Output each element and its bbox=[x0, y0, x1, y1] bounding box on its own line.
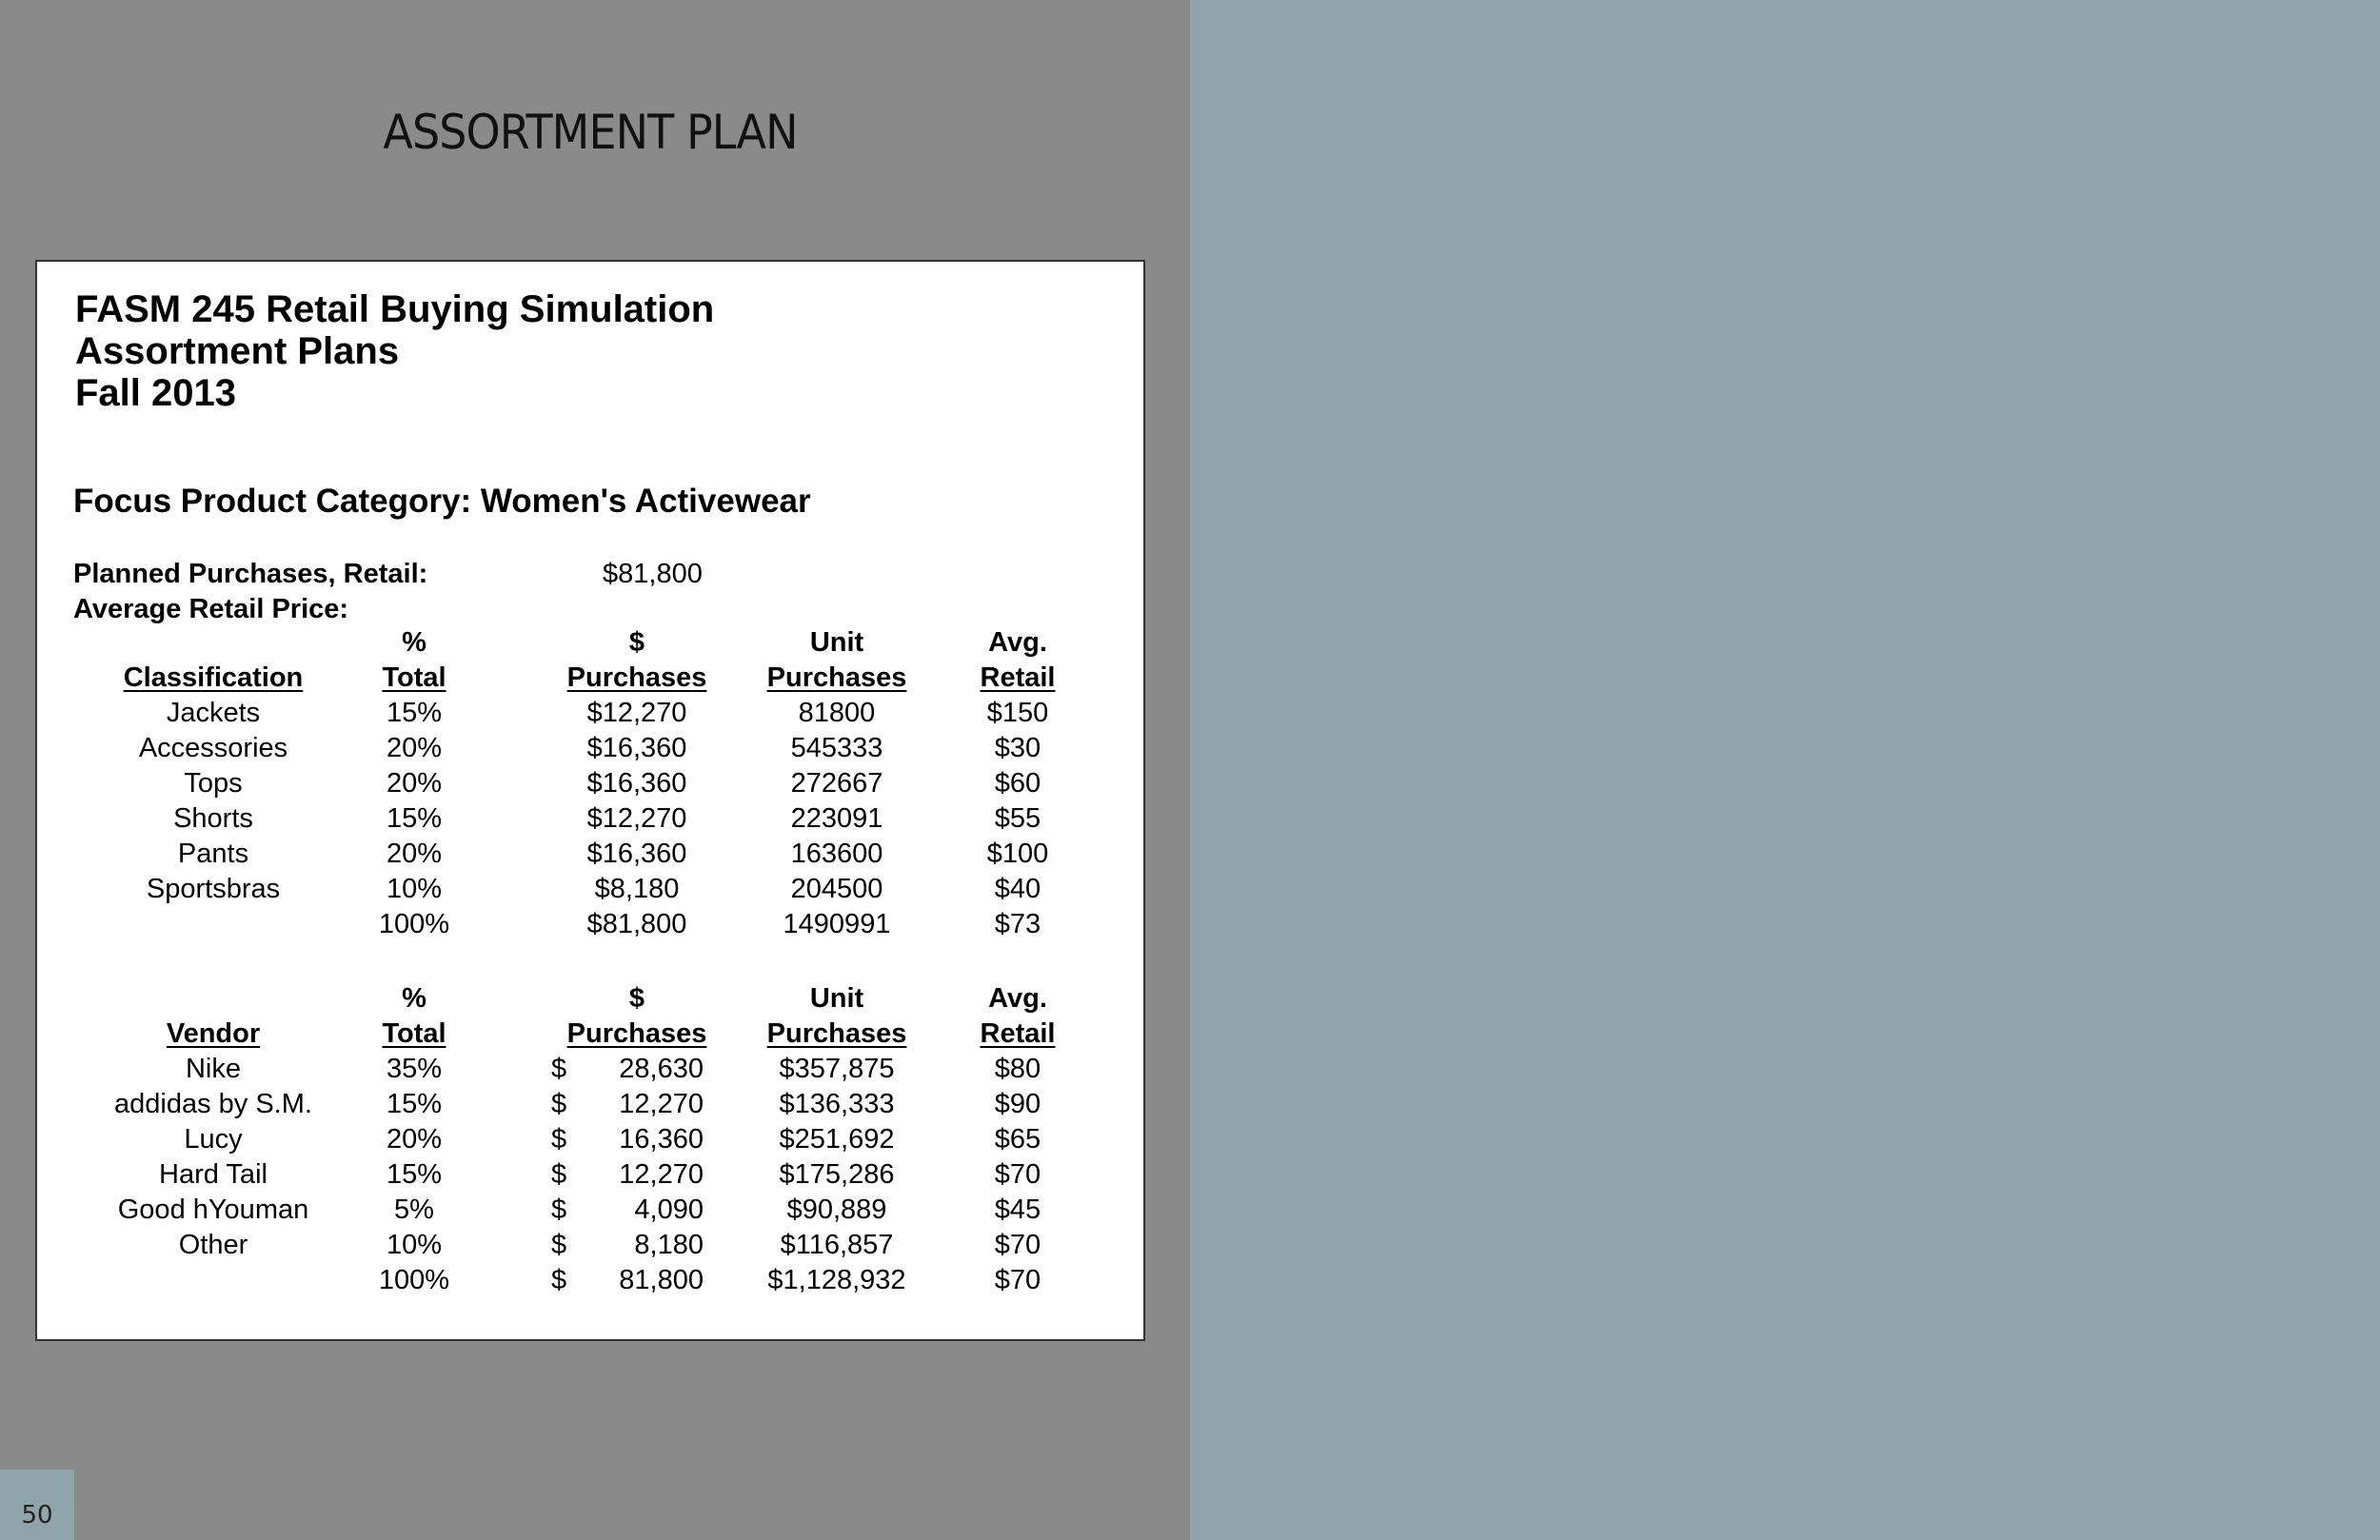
table-cell: 12,270 bbox=[619, 1159, 704, 1190]
table-cell: $175,286 bbox=[779, 1159, 895, 1190]
header-cell: Avg. bbox=[988, 983, 1047, 1014]
table-cell: $251,692 bbox=[779, 1124, 895, 1155]
table-cell: 20% bbox=[386, 768, 443, 799]
page-title: ASSORTMENT PLAN bbox=[383, 105, 798, 160]
table-cell: $12,270 bbox=[586, 803, 687, 834]
table-cell: $90 bbox=[994, 1089, 1041, 1119]
table-cell: Other bbox=[178, 1230, 248, 1260]
table-cell: $55 bbox=[994, 803, 1041, 834]
planned-purchases-value: $81,800 bbox=[603, 559, 703, 589]
table-cell: addidas by S.M. bbox=[114, 1089, 312, 1119]
table-cell: 28,630 bbox=[619, 1054, 704, 1084]
table-cell: 204500 bbox=[790, 874, 883, 904]
table-cell: Nike bbox=[185, 1054, 241, 1084]
page-number: 50 bbox=[0, 1470, 74, 1540]
header-cell: Retail bbox=[980, 1018, 1056, 1049]
planned-purchases-label: Planned Purchases, Retail: bbox=[73, 559, 428, 589]
table-cell: 20% bbox=[386, 1124, 443, 1155]
currency-sign: $ bbox=[551, 1159, 567, 1190]
table-cell: 15% bbox=[386, 1089, 443, 1119]
table-row bbox=[37, 1087, 1147, 1122]
table-cell: 163600 bbox=[790, 839, 883, 869]
header-cell: $ bbox=[628, 627, 645, 658]
header-cell: Retail bbox=[980, 662, 1056, 693]
table-cell: $40 bbox=[994, 874, 1041, 904]
table-cell: 8,180 bbox=[634, 1230, 704, 1260]
table-header-row bbox=[37, 981, 1147, 1017]
table-row bbox=[37, 696, 1147, 731]
table-cell: 81800 bbox=[798, 698, 876, 728]
table-cell: $45 bbox=[994, 1194, 1041, 1225]
currency-sign: $ bbox=[551, 1089, 567, 1119]
right-panel bbox=[1190, 0, 2380, 1540]
table-cell: 223091 bbox=[790, 803, 883, 834]
table-cell: 10% bbox=[386, 1230, 443, 1260]
table-cell: 15% bbox=[386, 803, 443, 834]
table-cell: Lucy bbox=[184, 1124, 243, 1155]
table-cell: 545333 bbox=[790, 733, 883, 763]
table-cell: $65 bbox=[994, 1124, 1041, 1155]
table-cell: $12,270 bbox=[586, 698, 687, 728]
table-cell: 15% bbox=[386, 698, 443, 728]
header-cell: Total bbox=[382, 1018, 446, 1049]
header-cell: Vendor bbox=[166, 1018, 261, 1049]
currency-sign: $ bbox=[551, 1230, 567, 1260]
average-retail-label: Average Retail Price: bbox=[73, 594, 349, 624]
sheet-title: FASM 245 Retail Buying Simulation bbox=[75, 288, 715, 330]
table-cell: $100 bbox=[986, 839, 1049, 869]
table-cell: Sportsbras bbox=[146, 874, 281, 904]
header-cell: $ bbox=[628, 983, 645, 1014]
header-cell: Avg. bbox=[988, 627, 1047, 658]
header-cell: Unit bbox=[809, 627, 864, 658]
table-row bbox=[37, 766, 1147, 801]
table-cell: $357,875 bbox=[779, 1054, 895, 1084]
table-cell: 12,270 bbox=[619, 1089, 704, 1119]
header-cell: % bbox=[402, 983, 426, 1014]
table-cell: 5% bbox=[394, 1194, 434, 1225]
table-cell: $16,360 bbox=[586, 839, 687, 869]
table-row bbox=[37, 872, 1147, 907]
table-cell: 272667 bbox=[790, 768, 883, 799]
table-cell: Jackets bbox=[166, 698, 261, 728]
table-cell: Pants bbox=[177, 839, 249, 869]
table-row bbox=[37, 1157, 1147, 1193]
header-cell: Total bbox=[382, 662, 446, 693]
table-row bbox=[37, 1052, 1147, 1087]
table-cell: $16,360 bbox=[586, 733, 687, 763]
table-cell: $8,180 bbox=[594, 874, 680, 904]
table-cell: $90,889 bbox=[786, 1194, 887, 1225]
currency-sign: $ bbox=[551, 1265, 567, 1295]
table-cell: Good hYouman bbox=[117, 1194, 309, 1225]
header-cell: Unit bbox=[809, 983, 864, 1014]
total-cell: 100% bbox=[378, 1265, 450, 1295]
table-cell: 35% bbox=[386, 1054, 443, 1084]
table-cell: $30 bbox=[994, 733, 1041, 763]
sheet-season: Fall 2013 bbox=[75, 372, 237, 414]
header-cell: Purchases bbox=[566, 662, 707, 693]
total-cell: $1,128,932 bbox=[767, 1265, 906, 1295]
total-cell: 1490991 bbox=[783, 909, 891, 939]
currency-sign: $ bbox=[551, 1054, 567, 1084]
table-header-row bbox=[37, 661, 1147, 696]
total-cell: 81,800 bbox=[619, 1265, 704, 1295]
table-row bbox=[37, 837, 1147, 872]
table-cell: 20% bbox=[386, 839, 443, 869]
table-cell: $150 bbox=[986, 698, 1049, 728]
table-cell: $70 bbox=[994, 1230, 1041, 1260]
table-cell: $16,360 bbox=[586, 768, 687, 799]
currency-sign: $ bbox=[551, 1194, 567, 1225]
table-header-row bbox=[37, 1017, 1147, 1052]
sheet-subtitle: Assortment Plans bbox=[75, 330, 400, 372]
table-cell: 10% bbox=[386, 874, 443, 904]
table-cell: $70 bbox=[994, 1159, 1041, 1190]
table-header-row bbox=[37, 625, 1147, 661]
table-row bbox=[37, 801, 1147, 837]
table-cell: 15% bbox=[386, 1159, 443, 1190]
table-cell: Shorts bbox=[173, 803, 253, 834]
table-cell: Tops bbox=[184, 768, 243, 799]
table-row bbox=[37, 1122, 1147, 1157]
table-cell: 4,090 bbox=[634, 1194, 704, 1225]
header-cell: Classification bbox=[123, 662, 304, 693]
header-cell: Purchases bbox=[566, 1018, 707, 1049]
table-total-row bbox=[37, 1263, 1147, 1298]
table-cell: $80 bbox=[994, 1054, 1041, 1084]
header-cell: % bbox=[402, 627, 426, 658]
table-row bbox=[37, 1193, 1147, 1228]
total-cell: $81,800 bbox=[586, 909, 687, 939]
header-cell: Purchases bbox=[766, 662, 907, 693]
table-cell: Hard Tail bbox=[159, 1159, 268, 1190]
total-cell: 100% bbox=[378, 909, 450, 939]
table-cell: Accessories bbox=[138, 733, 288, 763]
total-cell: $70 bbox=[994, 1265, 1041, 1295]
table-cell: 16,360 bbox=[619, 1124, 704, 1155]
header-cell: Purchases bbox=[766, 1018, 907, 1049]
assortment-sheet bbox=[35, 260, 1145, 1341]
table-cell: $60 bbox=[994, 768, 1041, 799]
table-cell: $136,333 bbox=[779, 1089, 895, 1119]
table-row bbox=[37, 731, 1147, 766]
currency-sign: $ bbox=[551, 1124, 567, 1155]
focus-category: Focus Product Category: Women's Activewear bbox=[73, 483, 811, 520]
total-cell: $73 bbox=[994, 909, 1041, 939]
table-cell: 20% bbox=[386, 733, 443, 763]
table-total-row bbox=[37, 907, 1147, 942]
table-cell: $116,857 bbox=[780, 1230, 894, 1260]
table-row bbox=[37, 1228, 1147, 1263]
